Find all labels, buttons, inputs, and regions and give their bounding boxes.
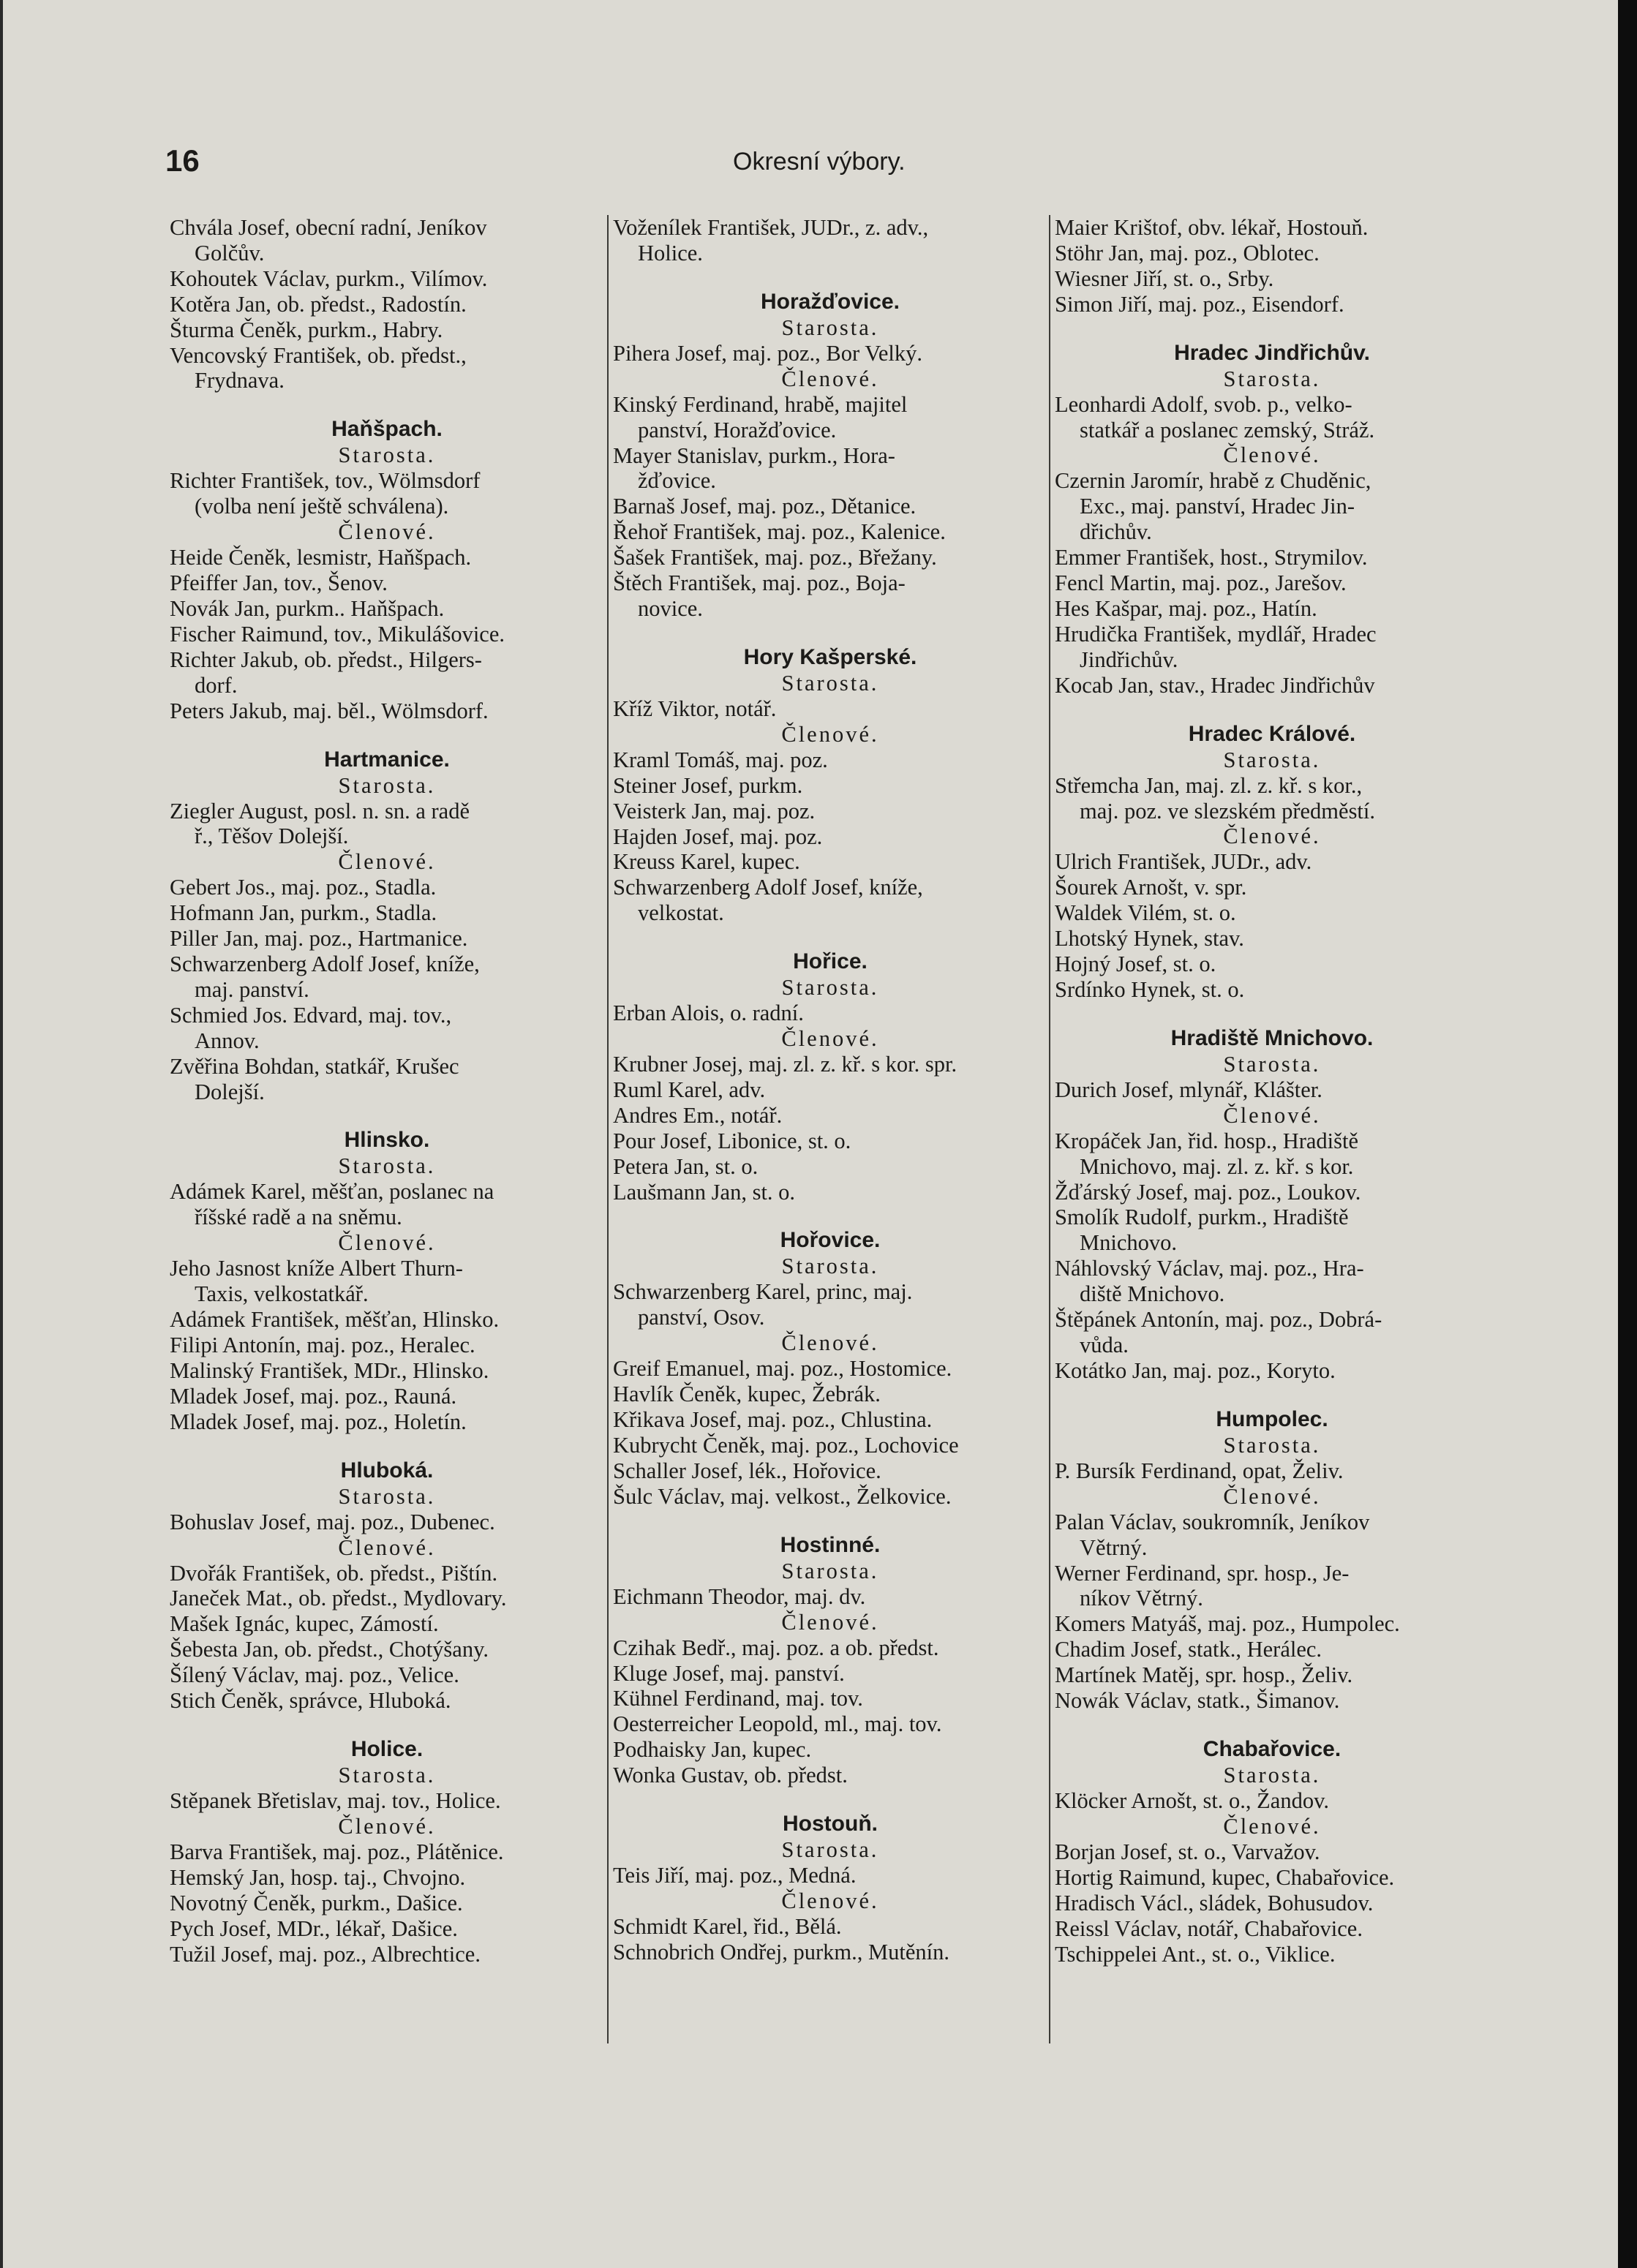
- role-heading: Starosta.: [338, 1153, 436, 1179]
- entry-line: Pych Josef, MDr., lékař, Dašice.: [170, 1915, 458, 1941]
- role-heading: Starosta.: [1223, 1432, 1321, 1458]
- entry-continuation: níkov Větrný.: [1080, 1586, 1203, 1611]
- entry-line: Bohuslav Josef, maj. poz., Dubenec.: [170, 1509, 495, 1534]
- entry-line: Czihak Bedř., maj. poz. a ob. předst.: [613, 1635, 939, 1660]
- entry-continuation: Mnichovo.: [1080, 1230, 1178, 1256]
- entry-line: Žďárský Josef, maj. poz., Loukov.: [1055, 1179, 1361, 1205]
- entry-line: Wiesner Jiří, st. o., Srby.: [1055, 265, 1274, 291]
- entry-line: Simon Jiří, maj. poz., Eisendorf.: [1055, 291, 1344, 317]
- entry-line: Hortig Raimund, kupec, Chabařovice.: [1055, 1864, 1395, 1890]
- column-3: [1055, 215, 1489, 1967]
- entry-line: Schwarzenberg Adolf Josef, kníže,: [613, 875, 923, 900]
- entry-line: Richter František, tov., Wölmsdorf: [170, 468, 481, 494]
- entry-continuation: dorf.: [195, 672, 238, 698]
- role-heading: Členové.: [1223, 442, 1321, 468]
- entry-line: Voženílek František, JUDr., z. adv.,: [613, 215, 929, 240]
- entry-continuation: velkostat.: [638, 900, 724, 926]
- role-heading: Členové.: [1223, 1483, 1321, 1509]
- entry-line: Klöcker Arnošt, st. o., Žandov.: [1055, 1787, 1329, 1813]
- section-title: Hlinsko.: [344, 1128, 430, 1153]
- entry-line: Reissl Václav, notář, Chabařovice.: [1055, 1915, 1363, 1941]
- entry-line: Mašek Ignác, kupec, Zámostí.: [170, 1611, 439, 1637]
- entry-line: Schwarzenberg Karel, princ, maj.: [613, 1279, 913, 1305]
- page-edge-left: [0, 0, 3, 2268]
- section-title: Hartmanice.: [324, 747, 450, 772]
- entry-line: Adámek Karel, měšťan, poslanec na: [170, 1179, 494, 1205]
- section-title: Horažďovice.: [761, 289, 900, 314]
- entry-line: Hes Kašpar, maj. poz., Hatín.: [1055, 595, 1317, 621]
- entry-line: Petera Jan, st. o.: [613, 1153, 759, 1179]
- entry-line: Peters Jakub, maj. běl., Wölmsdorf.: [170, 698, 489, 723]
- entry-line: Piller Jan, maj. poz., Hartmanice.: [170, 926, 468, 952]
- entry-line: Komers Matyáš, maj. poz., Humpolec.: [1055, 1611, 1400, 1637]
- entry-continuation: statkář a poslanec zemský, Stráž.: [1080, 417, 1375, 442]
- entry-line: Stöhr Jan, maj. poz., Oblotec.: [1055, 240, 1320, 265]
- entry-line: Hofmann Jan, purkm., Stadla.: [170, 900, 437, 926]
- entry-line: Stich Čeněk, správce, Hluboká.: [170, 1688, 451, 1714]
- entry-line: Chvála Josef, obecní radní, Jeníkov: [170, 215, 487, 240]
- entry-line: Hradisch Václ., sládek, Bohusudov.: [1055, 1890, 1374, 1915]
- entry-line: Maier Krištof, obv. lékař, Hostouň.: [1055, 215, 1369, 240]
- entry-line: Schwarzenberg Adolf Josef, kníže,: [170, 952, 480, 977]
- role-heading: Členové.: [338, 519, 436, 545]
- entry-line: Hrudička František, mydlář, Hradec: [1055, 621, 1377, 647]
- entry-line: P. Bursík Ferdinand, opat, Želiv.: [1055, 1458, 1344, 1483]
- entry-continuation: Jindřichův.: [1080, 647, 1178, 672]
- section-title: Haňšpach.: [331, 417, 443, 442]
- entry-line: Schaller Josef, lék., Hořovice.: [613, 1458, 881, 1483]
- role-heading: Starosta.: [338, 442, 436, 468]
- entry-line: Tužil Josef, maj. poz., Albrechtice.: [170, 1941, 481, 1967]
- entry-line: Durich Josef, mlynář, Klášter.: [1055, 1077, 1322, 1102]
- entry-line: Kohoutek Václav, purkm., Vilímov.: [170, 265, 488, 291]
- entry-line: Šašek František, maj. poz., Břežany.: [613, 545, 937, 570]
- section-title: Humpolec.: [1216, 1406, 1328, 1431]
- role-heading: Členové.: [781, 721, 879, 747]
- role-heading: Členové.: [338, 1230, 436, 1256]
- entry-continuation: Větrný.: [1080, 1534, 1148, 1560]
- running-title: Okresní výbory.: [733, 148, 906, 176]
- section-title: Chabařovice.: [1203, 1736, 1341, 1761]
- entry-continuation: panství, Horažďovice.: [638, 417, 837, 442]
- entry-continuation: Mnichovo, maj. zl. z. kř. s kor.: [1080, 1153, 1354, 1179]
- entry-line: Veisterk Jan, maj. poz.: [613, 798, 816, 824]
- entry-line: Kříž Viktor, notář.: [613, 696, 777, 721]
- entry-line: Adámek František, měšťan, Hlinsko.: [170, 1307, 500, 1333]
- entry-line: Ziegler August, posl. n. sn. a radě: [170, 798, 470, 824]
- entry-line: Střemcha Jan, maj. zl. z. kř. s kor.,: [1055, 772, 1363, 798]
- entry-line: Tschippelei Ant., st. o., Viklice.: [1055, 1941, 1336, 1967]
- entry-line: Laušmann Jan, st. o.: [613, 1179, 796, 1205]
- entry-line: Hojný Josef, st. o.: [1055, 952, 1216, 977]
- section-title: Hradiště Mnichovo.: [1170, 1025, 1374, 1050]
- column-divider: [1049, 215, 1050, 2043]
- entry-line: Heide Čeněk, lesmistr, Haňšpach.: [170, 545, 472, 570]
- role-heading: Členové.: [781, 366, 879, 391]
- entry-line: Ulrich František, JUDr., adv.: [1055, 849, 1312, 875]
- entry-line: Erban Alois, o. radní.: [613, 1001, 804, 1026]
- entry-line: Kotátko Jan, maj. poz., Koryto.: [1055, 1357, 1336, 1383]
- entry-line: Kropáček Jan, řid. hosp., Hradiště: [1055, 1128, 1359, 1153]
- role-heading: Členové.: [338, 1813, 436, 1839]
- role-heading: Starosta.: [781, 1837, 879, 1863]
- entry-continuation: vůda.: [1080, 1333, 1129, 1357]
- entry-continuation: říšské radě a na sněmu.: [195, 1205, 402, 1230]
- entry-continuation: maj. panství.: [195, 976, 309, 1002]
- role-heading: Starosta.: [338, 1483, 436, 1509]
- entry-continuation: Frydnava.: [195, 368, 285, 393]
- entry-line: Janeček Mat., ob. předst., Mydlovary.: [170, 1586, 507, 1611]
- role-heading: Starosta.: [781, 1254, 879, 1279]
- entry-line: Kinský Ferdinand, hrabě, majitel: [613, 391, 908, 417]
- entry-line: Kluge Josef, maj. panství.: [613, 1660, 845, 1686]
- entry-line: Chadim Josef, statk., Herálec.: [1055, 1637, 1322, 1662]
- entry-continuation: maj. poz. ve slezském předměstí.: [1080, 798, 1376, 824]
- entry-line: Malinský František, MDr., Hlinsko.: [170, 1357, 489, 1383]
- section-title: Hostouň.: [783, 1812, 878, 1836]
- role-heading: Starosta.: [1223, 1051, 1321, 1077]
- page-number: 16: [165, 143, 200, 178]
- entry-line: Podhaisky Jan, kupec.: [613, 1737, 812, 1763]
- entry-continuation: žďovice.: [638, 468, 716, 494]
- entry-line: Pihera Josef, maj. poz., Bor Velký.: [613, 340, 922, 366]
- role-heading: Starosta.: [1223, 366, 1321, 391]
- entry-line: Štěpánek Antonín, maj. poz., Dobrá-: [1055, 1307, 1382, 1333]
- entry-line: Stěpanek Břetislav, maj. tov., Holice.: [170, 1787, 501, 1813]
- entry-line: Kreuss Karel, kupec.: [613, 849, 800, 875]
- entry-continuation: Dolejší.: [195, 1079, 265, 1104]
- entry-line: Mladek Josef, maj. poz., Rauná.: [170, 1383, 457, 1409]
- entry-continuation: diště Mnichovo.: [1080, 1281, 1225, 1307]
- entry-line: Teis Jiří, maj. poz., Medná.: [613, 1863, 857, 1888]
- entry-line: Werner Ferdinand, spr. hosp., Je-: [1055, 1560, 1350, 1586]
- entry-line: Dvořák František, ob. předst., Pištín.: [170, 1560, 498, 1586]
- entry-continuation: ř., Těšov Dolejší.: [195, 824, 349, 849]
- entry-line: Smolík Rudolf, purkm., Hradiště: [1055, 1205, 1349, 1230]
- entry-line: Krubner Josej, maj. zl. z. kř. s kor. spr.: [613, 1052, 957, 1077]
- entry-line: Nowák Václav, statk., Šimanov.: [1055, 1688, 1340, 1714]
- entry-line: Emmer František, host., Strymilov.: [1055, 545, 1368, 570]
- entry-line: Schmied Jos. Edvard, maj. tov.,: [170, 1002, 452, 1028]
- entry-line: Waldek Vilém, st. o.: [1055, 900, 1236, 926]
- entry-continuation: Holice.: [638, 240, 703, 265]
- entry-line: Fencl Martin, maj. poz., Jarešov.: [1055, 570, 1347, 596]
- entry-line: Havlík Čeněk, kupec, Žebrák.: [613, 1382, 881, 1407]
- role-heading: Starosta.: [781, 1558, 879, 1583]
- entry-line: Czernin Jaromír, hrabě z Chuděnic,: [1055, 468, 1371, 494]
- section-title: Holice.: [350, 1736, 424, 1761]
- entry-line: Kotěra Jan, ob. předst., Radostín.: [170, 291, 467, 317]
- entry-line: Palan Václav, soukromník, Jeníkov: [1055, 1509, 1370, 1534]
- entry-line: Křikava Josef, maj. poz., Chlustina.: [613, 1407, 933, 1433]
- entry-line: Barva František, maj. poz., Plátěnice.: [170, 1839, 504, 1864]
- entry-line: Pour Josef, Libonice, st. o.: [613, 1128, 851, 1153]
- entry-line: Šebesta Jan, ob. předst., Chotýšany.: [170, 1637, 489, 1662]
- entry-continuation: Exc., maj. panství, Hradec Jin-: [1080, 494, 1355, 519]
- entry-line: Srdínko Hynek, st. o.: [1055, 976, 1245, 1002]
- entry-line: Šourek Arnošt, v. spr.: [1055, 875, 1247, 900]
- entry-line: Hajden Josef, maj. poz.: [613, 824, 823, 849]
- entry-line: Šílený Václav, maj. poz., Velice.: [170, 1662, 459, 1688]
- columns: [162, 215, 1600, 2131]
- entry-line: Novotný Čeněk, purkm., Dašice.: [170, 1890, 463, 1915]
- role-heading: Starosta.: [338, 772, 436, 798]
- section-title: Hořice.: [793, 949, 868, 974]
- entry-line: Ruml Karel, adv.: [613, 1077, 766, 1102]
- entry-line: Martínek Matěj, spr. hosp., Želiv.: [1055, 1662, 1353, 1688]
- entry-line: Lhotský Hynek, stav.: [1055, 926, 1244, 952]
- column-2: [613, 215, 1047, 1965]
- role-heading: Členové.: [1223, 1102, 1321, 1128]
- role-heading: Členové.: [338, 1534, 436, 1560]
- role-heading: Starosta.: [781, 670, 879, 696]
- entry-line: Kraml Tomáš, maj. poz.: [613, 747, 828, 772]
- role-heading: Členové.: [781, 1330, 879, 1356]
- entry-line: Steiner Josef, purkm.: [613, 772, 803, 798]
- column-divider: [607, 215, 609, 2043]
- entry-line: Kocab Jan, stav., Hradec Jindřichův: [1055, 672, 1375, 698]
- entry-line: Štěch František, maj. poz., Boja-: [613, 570, 906, 596]
- entry-line: Mladek Josef, maj. poz., Holetín.: [170, 1409, 467, 1434]
- entry-line: Mayer Stanislav, purkm., Hora-: [613, 442, 895, 468]
- role-heading: Starosta.: [781, 314, 879, 340]
- column-1: [170, 215, 604, 1967]
- page-header: [162, 143, 1618, 187]
- entry-continuation: Taxis, velkostatkář.: [195, 1281, 369, 1307]
- section-title: Hořovice.: [780, 1228, 881, 1253]
- entry-line: Barnaš Josef, maj. poz., Dětanice.: [613, 494, 917, 519]
- section-title: Hostinné.: [780, 1532, 881, 1557]
- role-heading: Členové.: [781, 1026, 879, 1052]
- entry-line: Řehoř František, maj. poz., Kalenice.: [613, 519, 946, 545]
- section-title: Hradec Jindřichův.: [1174, 340, 1370, 365]
- role-heading: Členové.: [1223, 824, 1321, 849]
- role-heading: Starosta.: [338, 1762, 436, 1787]
- entry-line: Kubrycht Čeněk, maj. poz., Lochovice: [613, 1433, 959, 1458]
- role-heading: Členové.: [781, 1609, 879, 1635]
- entry-line: Schmidt Karel, řid., Bělá.: [613, 1913, 842, 1939]
- entry-line: Zvěřina Bohdan, statkář, Krušec: [170, 1053, 459, 1079]
- entry-line: Šturma Čeněk, purkm., Habry.: [170, 317, 443, 342]
- entry-line: Novák Jan, purkm.. Haňšpach.: [170, 595, 445, 621]
- role-heading: Členové.: [338, 849, 436, 875]
- section-title: Hradec Králové.: [1188, 721, 1356, 746]
- entry-line: Borjan Josef, st. o., Varvažov.: [1055, 1839, 1320, 1864]
- role-heading: Starosta.: [1223, 1762, 1321, 1787]
- entry-line: Vencovský František, ob. předst.,: [170, 342, 467, 368]
- entry-line: Filipi Antonín, maj. poz., Heralec.: [170, 1333, 475, 1357]
- section-title: Hory Kašperské.: [743, 644, 917, 669]
- entry-continuation: dřichův.: [1080, 519, 1152, 545]
- entry-line: Šulc Václav, maj. velkost., Želkovice.: [613, 1483, 952, 1509]
- role-heading: Starosta.: [781, 975, 879, 1001]
- entry-line: Jeho Jasnost kníže Albert Thurn-: [170, 1256, 463, 1281]
- entry-line: Wonka Gustav, ob. předst.: [613, 1763, 848, 1788]
- entry-line: Eichmann Theodor, maj. dv.: [613, 1583, 866, 1609]
- entry-line: Schnobrich Ondřej, purkm., Mutěnín.: [613, 1939, 949, 1964]
- entry-line: Gebert Jos., maj. poz., Stadla.: [170, 875, 437, 900]
- entry-line: Greif Emanuel, maj. poz., Hostomice.: [613, 1356, 952, 1382]
- section-title: Hluboká.: [340, 1458, 434, 1483]
- entry-continuation: novice.: [638, 595, 703, 621]
- entry-line: Kühnel Ferdinand, maj. tov.: [613, 1686, 863, 1711]
- role-heading: Členové.: [781, 1888, 879, 1913]
- entry-line: Hemský Jan, hosp. taj., Chvojno.: [170, 1864, 466, 1890]
- entry-continuation: (volba není ještě schválena).: [195, 494, 449, 519]
- entry-line: Leonhardi Adolf, svob. p., velko-: [1055, 391, 1352, 417]
- role-heading: Členové.: [1223, 1813, 1321, 1839]
- entry-line: Fischer Raimund, tov., Mikulášovice.: [170, 621, 505, 647]
- entry-line: Oesterreicher Leopold, ml., maj. tov.: [613, 1711, 942, 1737]
- entry-line: Richter Jakub, ob. předst., Hilgers-: [170, 647, 482, 672]
- entry-continuation: Annov.: [195, 1028, 260, 1053]
- entry-line: Pfeiffer Jan, tov., Šenov.: [170, 570, 388, 596]
- entry-line: Andres Em., notář.: [613, 1102, 783, 1128]
- role-heading: Starosta.: [1223, 747, 1321, 772]
- entry-continuation: Golčův.: [195, 240, 265, 265]
- page-edge-right: [1618, 0, 1637, 2268]
- entry-line: Náhlovský Václav, maj. poz., Hra-: [1055, 1256, 1364, 1281]
- entry-continuation: panství, Osov.: [638, 1305, 765, 1330]
